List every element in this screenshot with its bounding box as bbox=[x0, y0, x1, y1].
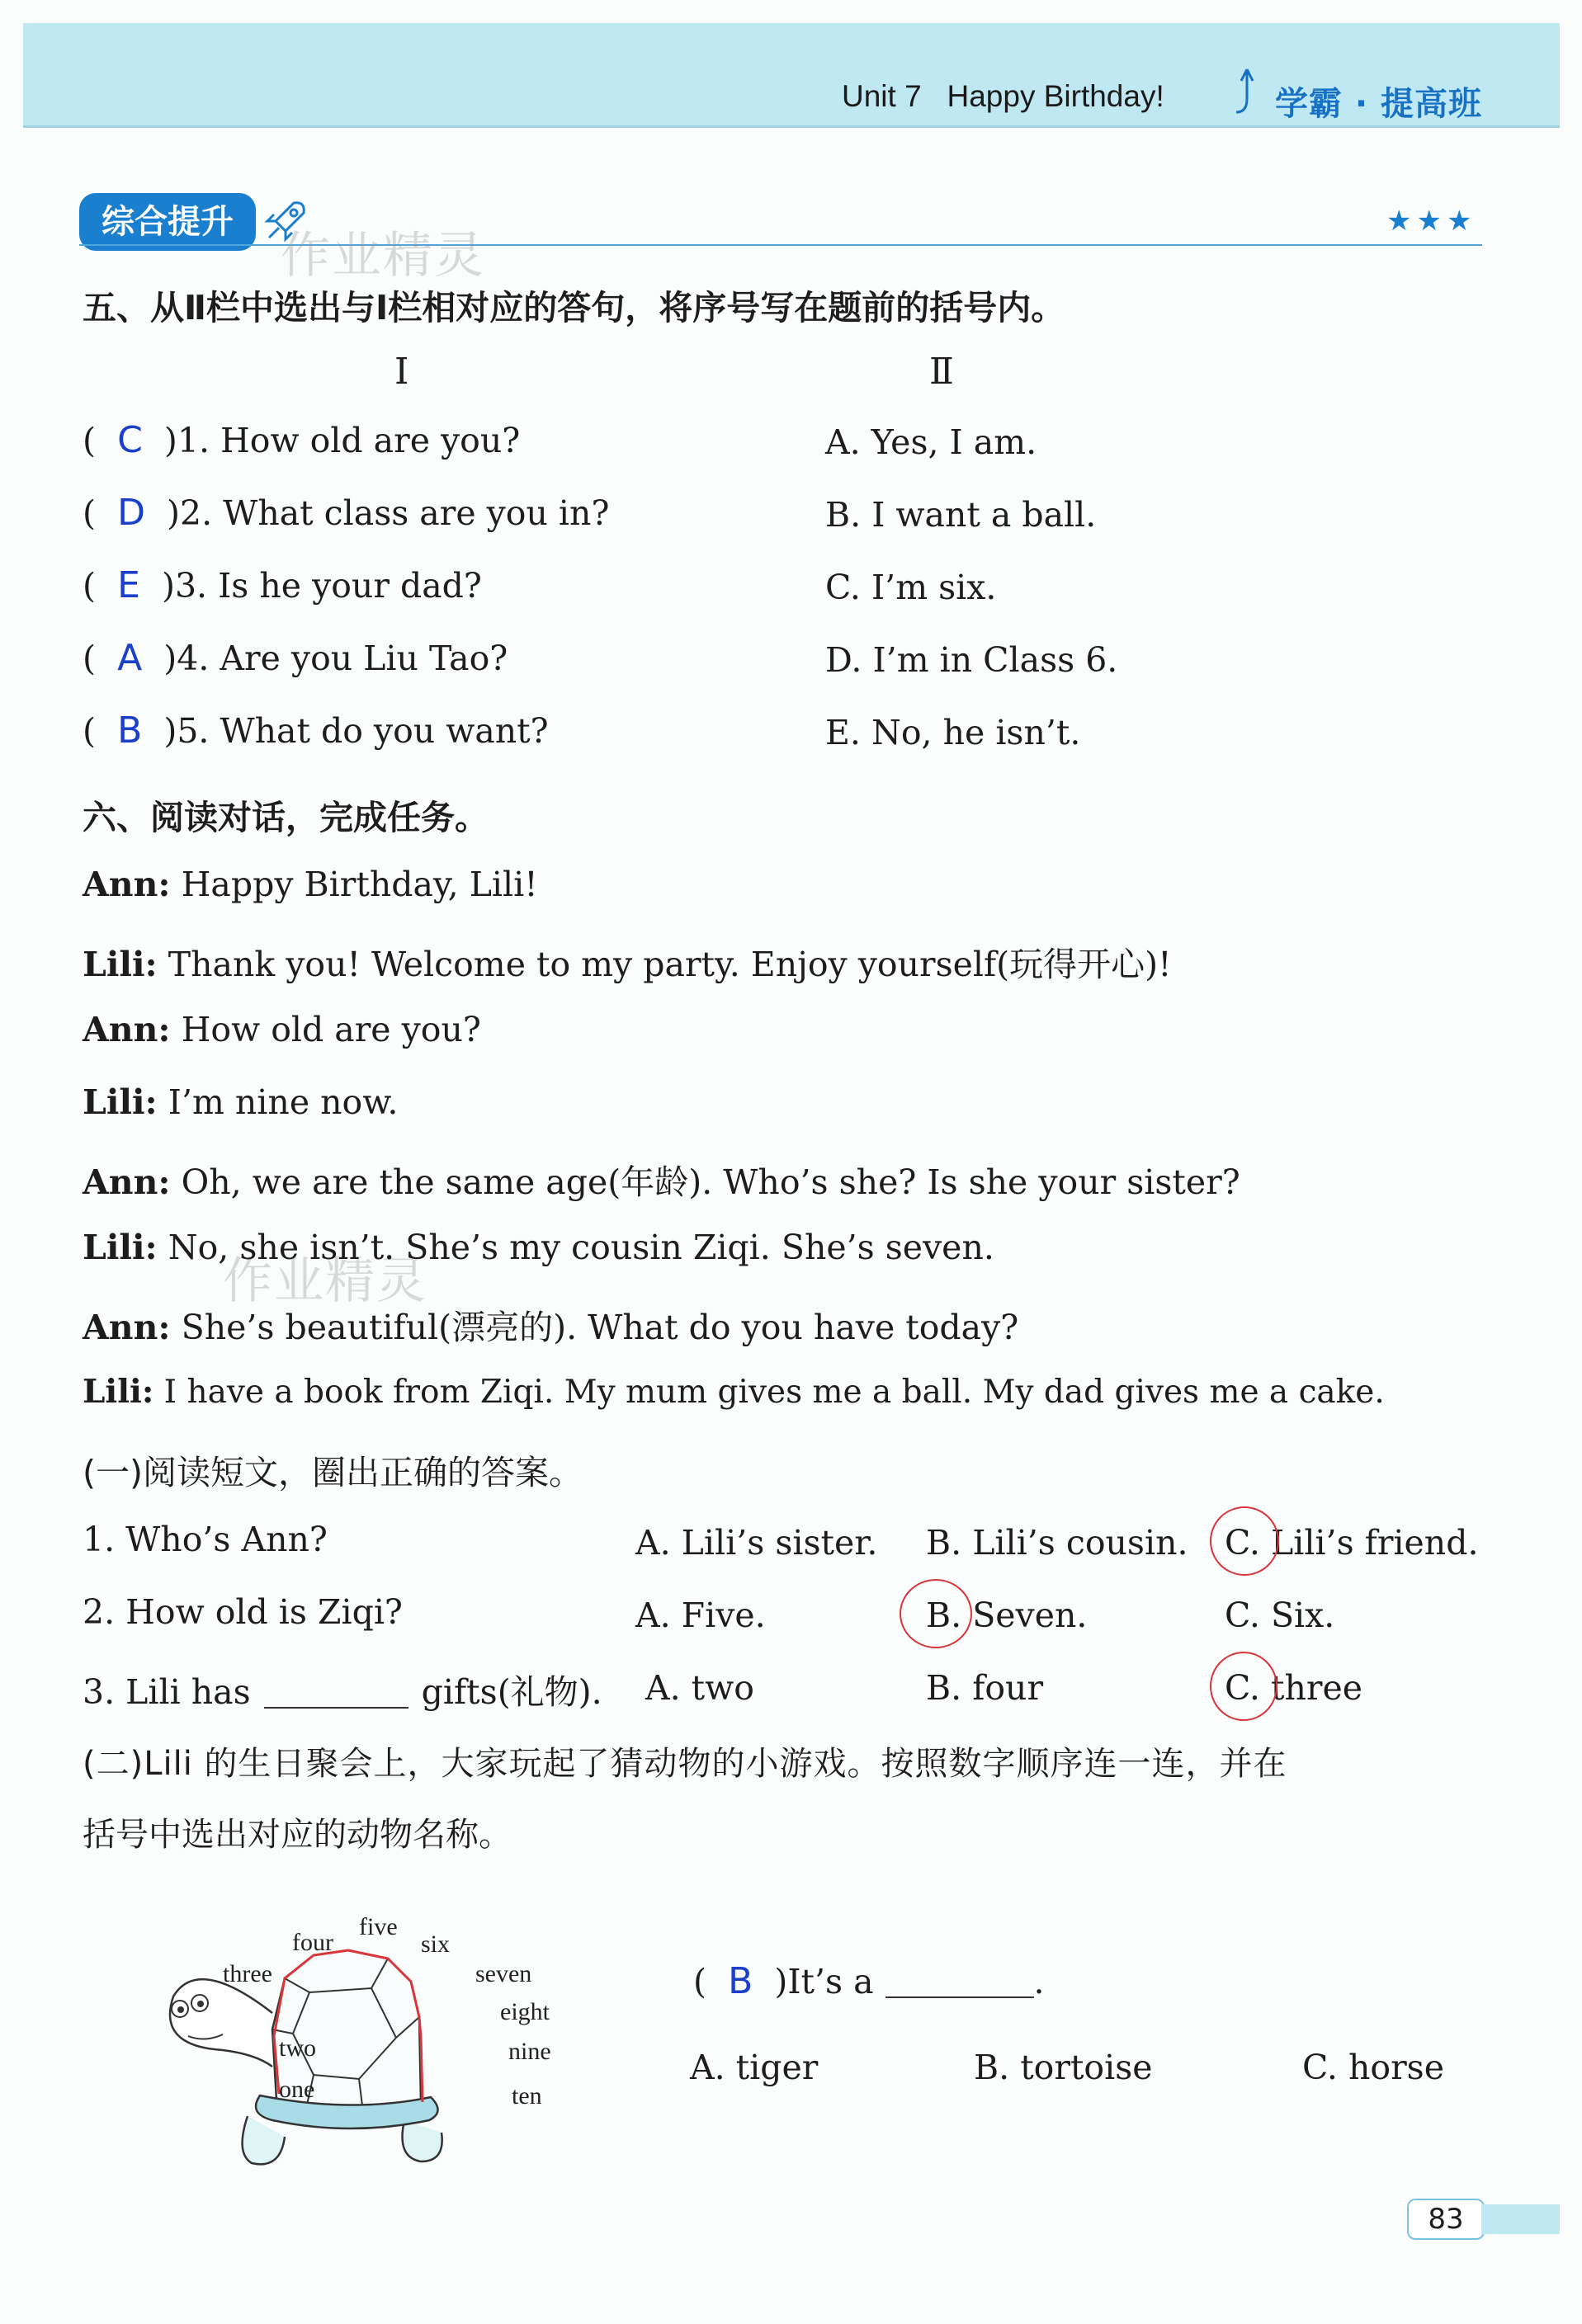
dot-label-ten: ten bbox=[512, 2082, 542, 2110]
choice-c: C. three bbox=[1225, 1668, 1362, 1708]
animal-option: A. tiger bbox=[690, 2048, 819, 2087]
dot-label-nine: nine bbox=[508, 2038, 551, 2065]
dot-label-four: four bbox=[292, 1929, 333, 1956]
tortoise-dot-picture bbox=[149, 1873, 578, 2186]
brand-logo: 学霸 · 提高班 bbox=[1275, 85, 1483, 123]
q5-option: A. Yes, I am. bbox=[825, 422, 1037, 462]
difficulty-stars: ★★★ bbox=[1386, 205, 1477, 238]
answer-blank bbox=[264, 1691, 408, 1709]
dialogue-line: Ann: How old are you? bbox=[83, 1010, 481, 1049]
choice-c: C. Lili’s friend. bbox=[1225, 1523, 1479, 1563]
animal-option: C. horse bbox=[1302, 2048, 1444, 2087]
choice-a: A. Lili’s sister. bbox=[635, 1523, 878, 1563]
section-badge: 综合提升 bbox=[79, 193, 256, 251]
dot-label-one: one bbox=[279, 2076, 315, 2103]
watermark: 作业精灵 bbox=[223, 1252, 427, 1310]
dialogue-line: Lili: I have a book from Ziqi. My mum gives me a ball. My dad gives me a cake. bbox=[83, 1373, 1385, 1411]
page-tab bbox=[1481, 2204, 1560, 2234]
choice-a: A. two bbox=[645, 1668, 754, 1708]
q5-item: ( C )1. How old are you? bbox=[83, 419, 521, 461]
q5-item: ( B )5. What do you want? bbox=[83, 709, 549, 752]
dot-label-five: five bbox=[359, 1913, 398, 1940]
part2-title: (二)Lili 的生日聚会上，大家玩起了猜动物的小游戏。按照数字顺序连一连，并在 bbox=[83, 1745, 1287, 1783]
dialogue-line: Lili: No, she isn’t. She’s my cousin Ziqi. She’s seven. bbox=[83, 1228, 994, 1267]
answer-letter: C bbox=[117, 419, 143, 461]
q5-instruction: 五、从Ⅱ栏中选出与Ⅰ栏相对应的答句，将序号写在题前的括号内。 bbox=[83, 288, 1065, 328]
answer-circle bbox=[900, 1579, 972, 1648]
dialogue-line: Lili: Thank you! Welcome to my party. Enjoy yourself(玩得开心)! bbox=[83, 945, 1172, 984]
part1-question: 2. How old is Ziqi? bbox=[83, 1592, 403, 1632]
part1-question: 3. Lili has gifts(礼物). bbox=[83, 1672, 602, 1712]
watermark: 作业精灵 bbox=[281, 227, 485, 285]
q5-option: E. No, he isn’t. bbox=[825, 713, 1081, 752]
arrow-up-icon bbox=[1236, 66, 1258, 115]
choice-a: A. Five. bbox=[635, 1596, 766, 1635]
answer-letter: B bbox=[728, 1960, 753, 2002]
choice-b: B. Lili’s cousin. bbox=[926, 1523, 1188, 1563]
part1-title: (一)阅读短文，圈出正确的答案。 bbox=[83, 1453, 583, 1492]
part1-question: 1. Who’s Ann? bbox=[83, 1520, 328, 1559]
q5-item: ( E )3. Is he your dad? bbox=[83, 564, 482, 606]
dot-label-six: six bbox=[421, 1930, 451, 1958]
q5-option: B. I want a ball. bbox=[825, 495, 1097, 535]
q5-item: ( A )4. Are you Liu Tao? bbox=[83, 637, 508, 679]
dot-label-three: three bbox=[223, 1960, 272, 1987]
page-number: 83 bbox=[1407, 2199, 1485, 2240]
q6-instruction: 六、阅读对话，完成任务。 bbox=[83, 798, 489, 837]
animal-option: B. tortoise bbox=[974, 2048, 1153, 2087]
answer-letter: A bbox=[117, 637, 143, 679]
answer-blank bbox=[885, 1981, 1034, 1998]
part2-title: 括号中选出对应的动物名称。 bbox=[83, 1816, 512, 1854]
dialogue-line: Lili: I’m nine now. bbox=[83, 1082, 399, 1122]
dialogue-line: Ann: Oh, we are the same age(年龄). Who’s she? Is she your sister? bbox=[83, 1162, 1240, 1202]
animal-question: ( B )It’s a . bbox=[693, 1960, 1045, 2002]
dialogue-line: Ann: Happy Birthday, Lili! bbox=[83, 865, 538, 904]
q5-option: C. I’m six. bbox=[825, 568, 997, 607]
choice-b: B. Seven. bbox=[926, 1596, 1088, 1635]
answer-circle bbox=[1210, 1506, 1279, 1576]
answer-letter: B bbox=[117, 709, 143, 752]
q5-item: ( D )2. What class are you in? bbox=[83, 492, 610, 534]
choice-c: C. Six. bbox=[1225, 1596, 1335, 1635]
dot-label-seven: seven bbox=[475, 1960, 532, 1987]
dialogue-line: Ann: She’s beautiful(漂亮的). What do you have today? bbox=[83, 1308, 1019, 1347]
q5-option: D. I’m in Class 6. bbox=[825, 640, 1118, 680]
header-divider bbox=[23, 125, 1560, 128]
answer-letter: D bbox=[117, 492, 145, 534]
dot-label-eight: eight bbox=[500, 1998, 550, 2025]
answer-circle bbox=[1210, 1652, 1277, 1721]
dot-label-two: two bbox=[279, 2034, 316, 2062]
column-2-heading: Ⅱ bbox=[929, 351, 954, 393]
column-1-heading: Ⅰ bbox=[394, 351, 409, 393]
unit-title: Unit 7 Happy Birthday! bbox=[842, 79, 1164, 113]
choice-b: B. four bbox=[926, 1668, 1044, 1708]
answer-letter: E bbox=[117, 564, 140, 606]
